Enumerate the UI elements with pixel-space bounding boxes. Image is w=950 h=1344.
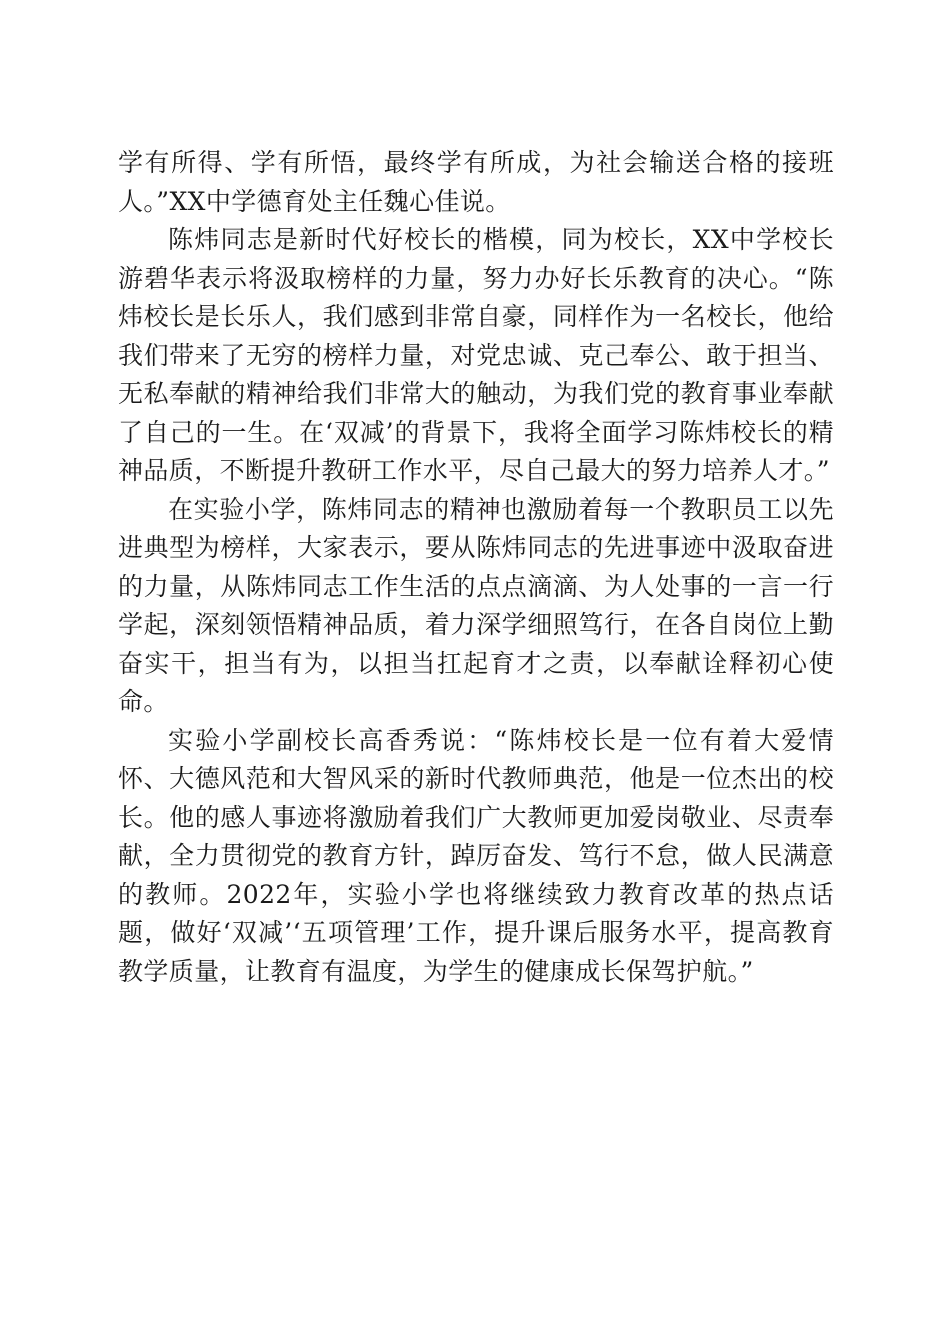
paragraph-vice-principal-quote: 实验小学副校长高香秀说：“陈炜校长是一位有着大爱情怀、大德风范和大智风采的新时代教师典范，他是一位杰出的校长。他的感人事迹将激励着我们广大教师更加爱岗敬业、尽责奉献，全力贯彻党的教育方针，踔厉奋发、笃行不怠，做人民满意的教师。2022年，实验小学也将继续致力教育改革的热点话题，做好‘双减’‘五项管理’工作，提升课后服务水平，提高教育教学质量，让教育有温度，为学生的健康成长保驾护航。”: [118, 725, 834, 986]
paragraph-principal-quote: 陈炜同志是新时代好校长的楷模，同为校长，XX中学校长游碧华表示将汲取榜样的力量，努力办好长乐教育的决心。“陈炜校长是长乐人，我们感到非常自豪，同样作为一名校长，他给我们带来了无穷的榜样力量，对党忠诚、克己奉公、敢于担当、无私奉献的精神给我们非常大的触动，为我们党的教育事业奉献了自己的一生。在‘双减’的背景下，我将全面学习陈炜校长的精神品质，不断提升教研工作水平，尽自己最大的努力培养人才。”: [118, 225, 834, 485]
paragraph-continuation: 学有所得、学有所悟，最终学有所成，为社会输送合格的接班人。”XX中学德育处主任魏心佳说。: [118, 148, 834, 216]
paragraph-experimental-school: 在实验小学，陈炜同志的精神也激励着每一个教职员工以先进典型为榜样，大家表示，要从陈炜同志的先进事迹中汲取奋进的力量，从陈炜同志工作生活的点点滴滴、为人处事的一言一行学起，深刻领悟精神品质，着力深学细照笃行，在各自岗位上勤奋实干，担当有为，以担当扛起育才之责，以奉献诠释初心使命。: [118, 494, 834, 716]
body-text: [118, 144, 834, 991]
